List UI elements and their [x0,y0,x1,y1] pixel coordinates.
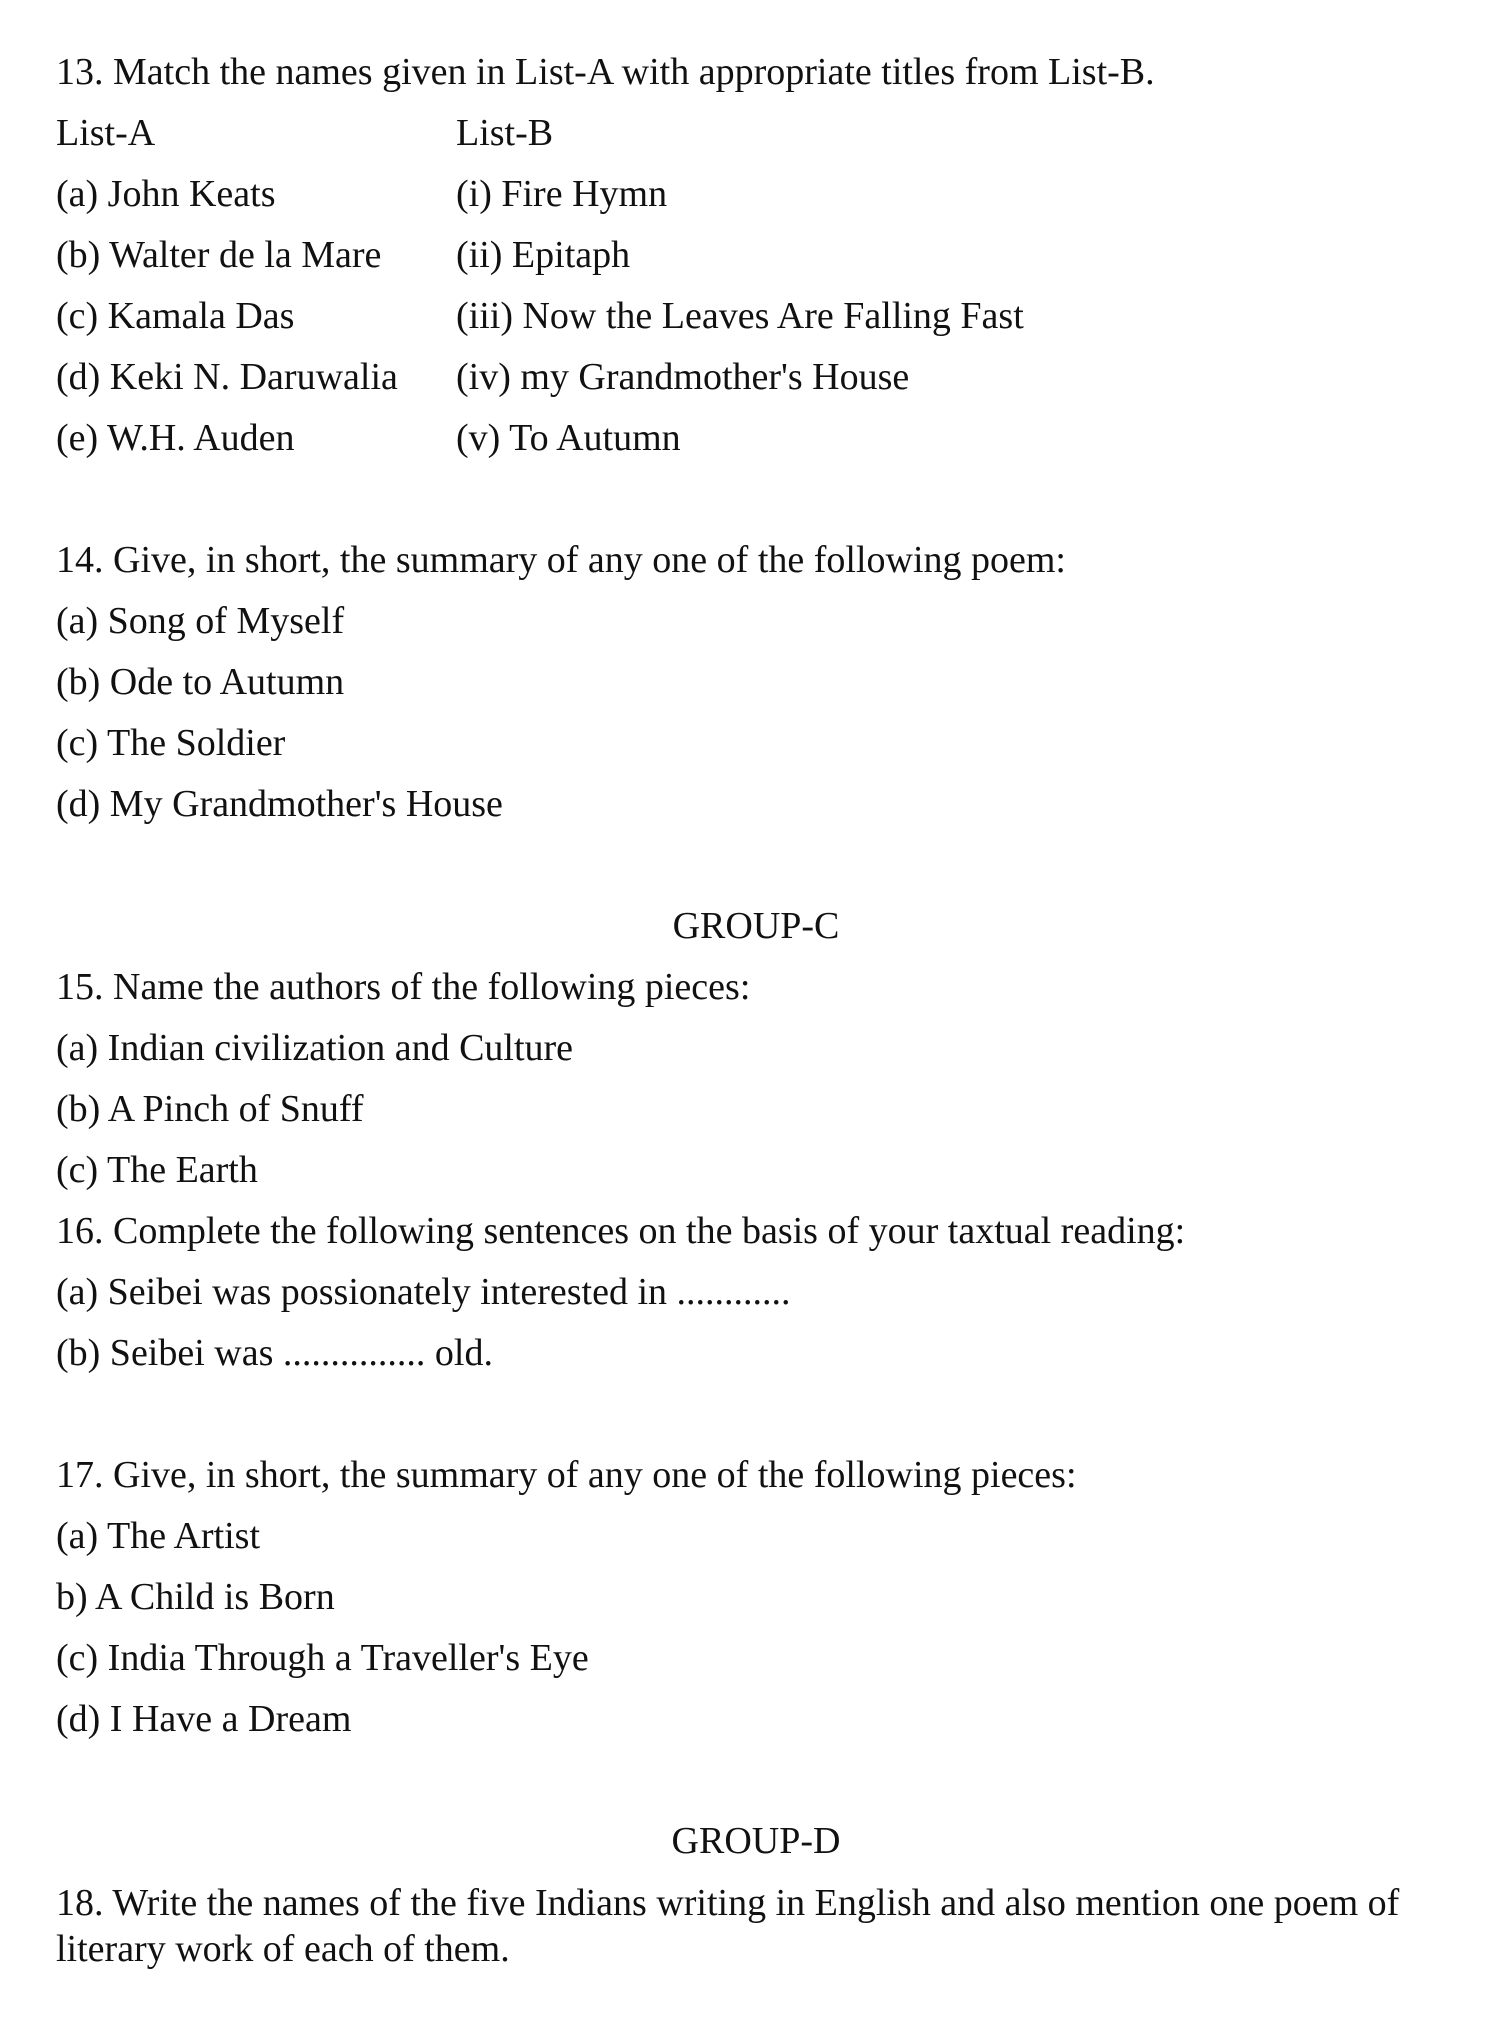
option-item: (d) My Grandmother's House [56,783,503,825]
option-item: (b) A Pinch of Snuff [56,1088,364,1130]
list-b-item: (v) To Autumn [456,417,681,459]
question-14: 14. Give, in short, the summary of any one of the following poem: [56,539,1066,581]
option-item: (c) India Through a Traveller's Eye [56,1637,589,1679]
option-item: b) A Child is Born [56,1576,335,1618]
list-b-item: (i) Fire Hymn [456,173,668,215]
group-d-heading: GROUP-D [671,1820,841,1862]
question-16: 16. Complete the following sentences on the basis of your taxtual reading: [56,1210,1186,1252]
exam-page [56,42,1456,1972]
list-a-item: (b) Walter de la Mare [56,234,382,276]
match-row [56,408,1456,469]
match-row [56,225,1456,286]
question-15-options [56,1018,1456,1201]
option-item: (a) Song of Myself [56,600,345,642]
match-list-headers [56,103,1456,164]
spacer [56,469,1456,530]
list-a-header: List-A [56,112,156,154]
question-13: 13. Match the names given in List-A with appropriate titles from List-B. [56,51,1155,93]
option-item: (d) I Have a Dream [56,1698,352,1740]
list-b-header: List-B [456,112,554,154]
list-a-item: (e) W.H. Auden [56,417,295,459]
option-item: (c) The Earth [56,1149,258,1191]
list-b-item: (iv) my Grandmother's House [456,356,910,398]
match-row [56,164,1456,225]
match-row [56,286,1456,347]
question-16-options [56,1262,1456,1384]
group-c-heading: GROUP-C [672,905,840,947]
option-item: (a) Seibei was possionately interested in ............ [56,1271,791,1313]
question-18: 18. Write the names of the five Indians writing in English and also mention one poem of literary work of each of them. [56,1882,1400,1970]
option-item: (b) Seibei was ............... old. [56,1332,493,1374]
question-14-options [56,591,1456,835]
list-a-item: (c) Kamala Das [56,295,295,337]
question-17-options [56,1506,1456,1750]
spacer [56,835,1456,896]
spacer [56,1384,1456,1445]
option-item: (a) Indian civilization and Culture [56,1027,574,1069]
option-item: (b) Ode to Autumn [56,661,345,703]
spacer [56,1750,1456,1811]
option-item: (c) The Soldier [56,722,286,764]
match-row [56,347,1456,408]
list-a-item: (d) Keki N. Daruwalia [56,356,398,398]
question-15: 15. Name the authors of the following pieces: [56,966,751,1008]
list-a-item: (a) John Keats [56,173,276,215]
question-17: 17. Give, in short, the summary of any one of the following pieces: [56,1454,1077,1496]
option-item: (a) The Artist [56,1515,261,1557]
list-b-item: (ii) Epitaph [456,234,631,276]
list-b-item: (iii) Now the Leaves Are Falling Fast [456,295,1024,337]
